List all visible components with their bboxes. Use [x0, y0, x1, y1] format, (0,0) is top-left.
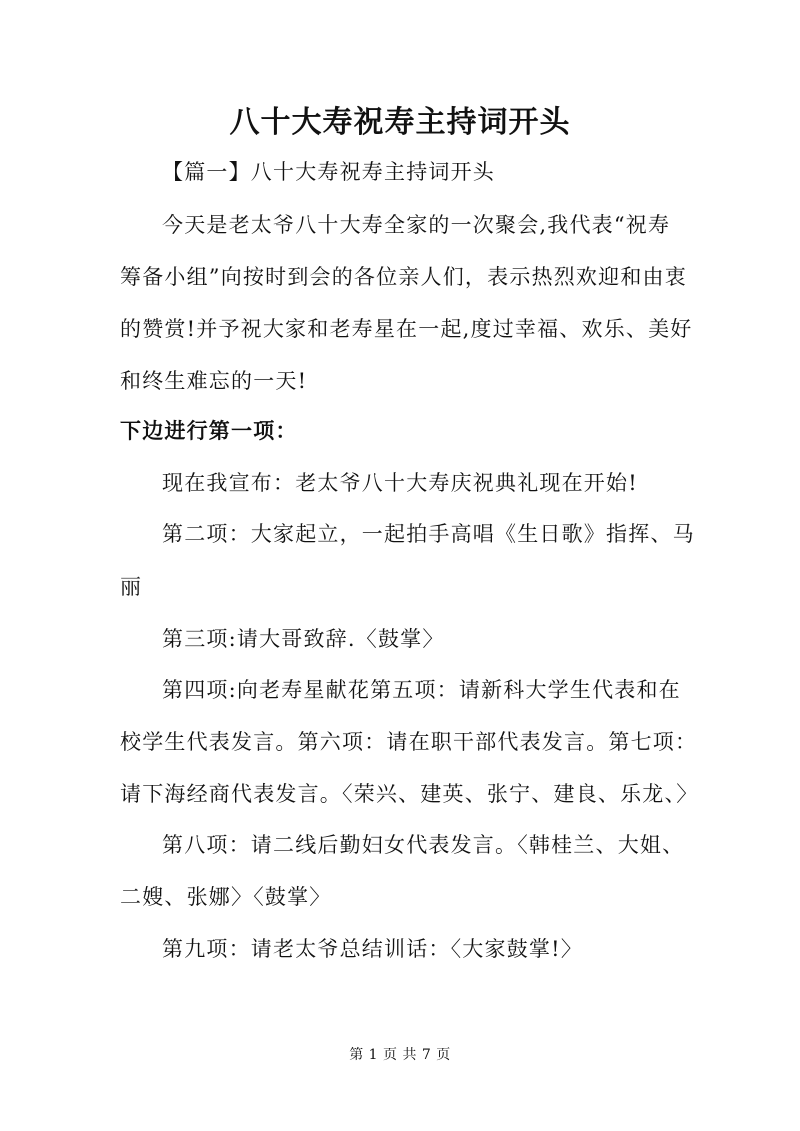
agenda-item-continuation: 请下海经商代表发言。〈荣兴、建英、张宁、建良、乐龙、〉: [120, 782, 699, 806]
agenda-item: 第四项:向老寿星献花第五项：请新科大学生代表和在: [162, 678, 681, 702]
document-title: 八十大寿祝寿主持词开头: [229, 105, 571, 140]
agenda-item: 第二项：大家起立，一起拍手高唱《生日歌》指挥、马: [162, 522, 695, 546]
paragraph-line: 今天是老太爷八十大寿全家的一次聚会,我代表“祝寿: [162, 213, 671, 237]
agenda-item-continuation: 校学生代表发言。第六项：请在职干部代表发言。第七项：: [120, 730, 698, 754]
agenda-item: 第八项：请二线后勤妇女代表发言。〈韩桂兰、大姐、: [162, 833, 685, 857]
section-heading: 【篇一】八十大寿祝寿主持词开头: [162, 160, 495, 184]
agenda-item-continuation: 二嫂、张娜〉〈鼓掌〉: [120, 885, 332, 909]
paragraph-line: 筹备小组”向按时到会的各位亲人们，表示热烈欢迎和由衷: [120, 265, 687, 289]
page-number-footer: 第 1 页 共 7 页: [349, 1047, 451, 1063]
paragraph-line: 的赞赏!并予祝大家和老寿星在一起,度过幸福、欢乐、美好: [120, 317, 693, 341]
agenda-item: 第三项:请大哥致辞.〈鼓掌〉: [162, 627, 445, 651]
agenda-item-continuation: 丽: [120, 575, 143, 599]
agenda-item: 现在我宣布：老太爷八十大寿庆祝典礼现在开始!: [162, 471, 638, 495]
agenda-item: 第九项：请老太爷总结训话：〈大家鼓掌!〉: [162, 937, 583, 961]
paragraph-line: 和终生难忘的一天!: [120, 369, 308, 393]
agenda-heading: 下边进行第一项：: [120, 418, 298, 443]
